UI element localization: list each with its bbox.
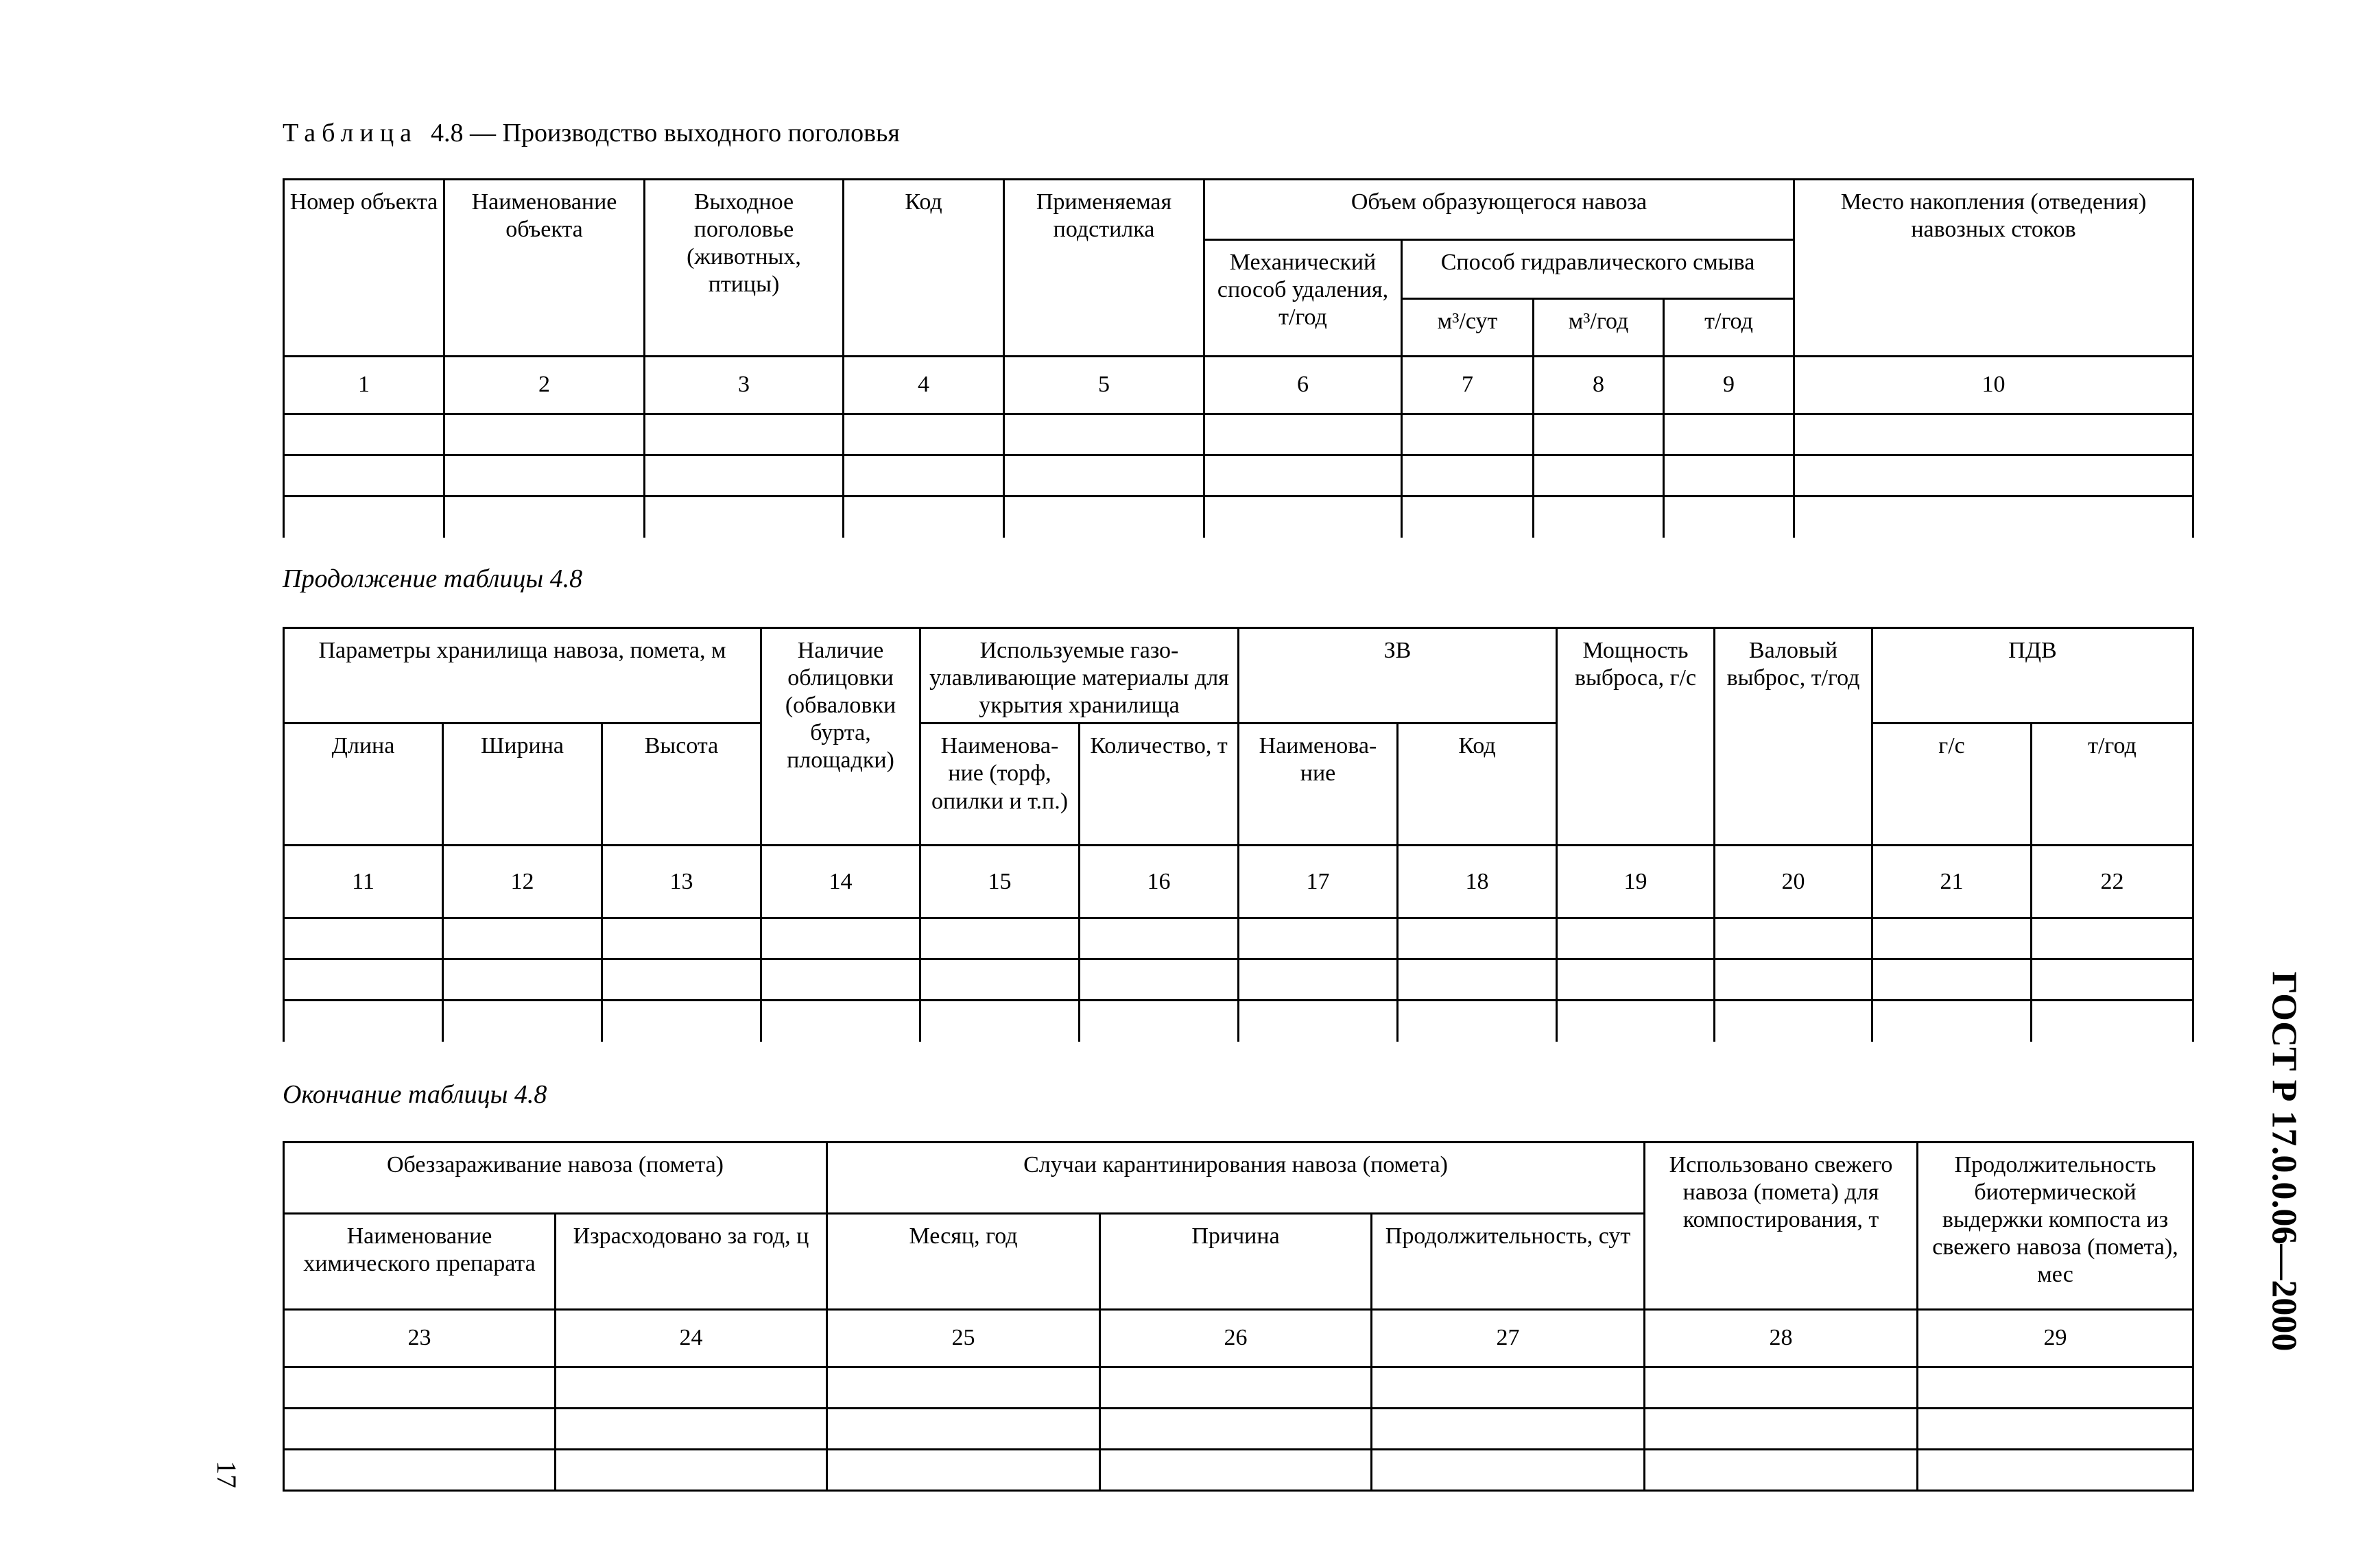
column-number: 2	[444, 357, 645, 414]
header-hydraulic-flush: Способ гидравлического смыва	[1402, 240, 1794, 299]
column-number: 11	[284, 846, 443, 918]
header-quarantine: Случаи карантинирования навоза (помета)	[827, 1143, 1645, 1214]
header-material-name: Наименова-ние (торф, опилки и т.п.)	[920, 723, 1080, 846]
table-row	[284, 1367, 2193, 1409]
header-bedding: Применяемая подстилка	[1004, 180, 1204, 357]
column-number: 12	[443, 846, 602, 918]
header-t-per-year: т/год	[2032, 723, 2193, 846]
caption-title: 4.8 — Производство выходного поголовья	[431, 119, 900, 147]
header-object-number: Номер объекта	[284, 180, 444, 357]
table-continuation	[283, 627, 2194, 1042]
column-number: 20	[1715, 846, 1872, 918]
caption-word: Таблица	[283, 119, 418, 147]
table-row	[284, 1409, 2193, 1450]
header-gross-emission: Валовый выброс, т/год	[1715, 628, 1872, 846]
header-storage-place: Место накопления (отведения) навозных стоков	[1794, 180, 2193, 357]
header-pollutant-code: Код	[1398, 723, 1557, 846]
header-output-livestock: Выходное поголовье (животных, птицы)	[645, 180, 844, 357]
table-row	[284, 1450, 2193, 1491]
column-number: 9	[1664, 357, 1794, 414]
column-number: 4	[844, 357, 1004, 414]
header-pollutant-name: Наименова-ние	[1239, 723, 1398, 846]
column-number: 23	[284, 1310, 556, 1367]
header-mechanical-removal: Механический способ удаления, т/год	[1204, 240, 1402, 357]
column-number: 14	[761, 846, 920, 918]
header-emission-power: Мощность выброса, г/с	[1557, 628, 1715, 846]
column-number: 19	[1557, 846, 1715, 918]
header-gas-materials: Используемые газо-улавливающие материалы для укрытия хранилища	[920, 628, 1239, 723]
header-storage-params: Параметры хранилища навоза, помета, м	[284, 628, 761, 723]
column-number: 17	[1239, 846, 1398, 918]
column-number: 21	[1872, 846, 2032, 918]
page-number: 17	[211, 1461, 242, 1488]
header-biothermal-duration: Продолжительность биотермической выдержки компоста из свежего навоза (помета), мес	[1918, 1143, 2193, 1310]
header-object-name: Наименование объекта	[444, 180, 645, 357]
header-lining: Наличие облицовки (обваловки бурта, площадки)	[761, 628, 920, 846]
header-code: Код	[844, 180, 1004, 357]
column-number: 5	[1004, 357, 1204, 414]
header-fresh-manure-used: Использовано свежего навоза (помета) для компостирования, т	[1645, 1143, 1918, 1310]
table-row	[284, 918, 2193, 959]
column-number: 13	[602, 846, 761, 918]
header-chemical-name: Наименование химического препарата	[284, 1214, 556, 1310]
column-number: 22	[2032, 846, 2193, 918]
column-number: 24	[556, 1310, 827, 1367]
header-material-quantity: Количество, т	[1080, 723, 1239, 846]
column-number: 3	[645, 357, 844, 414]
header-manure-volume: Объем образующегося навоза	[1204, 180, 1794, 240]
header-disinfection: Обеззараживание навоза (помета)	[284, 1143, 827, 1214]
table-row	[284, 959, 2193, 1001]
column-number: 28	[1645, 1310, 1918, 1367]
header-reason: Причина	[1100, 1214, 1372, 1310]
column-number: 26	[1100, 1310, 1372, 1367]
header-pollutants: ЗВ	[1239, 628, 1557, 723]
column-number: 16	[1080, 846, 1239, 918]
table-row	[284, 497, 2193, 538]
column-number: 27	[1372, 1310, 1645, 1367]
column-number: 25	[827, 1310, 1100, 1367]
column-number: 18	[1398, 846, 1557, 918]
table-row	[284, 1001, 2193, 1042]
column-number: 1	[284, 357, 444, 414]
table-ending	[283, 1141, 2194, 1492]
header-m3-per-year: м³/год	[1534, 299, 1664, 357]
header-length: Длина	[284, 723, 443, 846]
header-height: Высота	[602, 723, 761, 846]
column-number: 10	[1794, 357, 2193, 414]
ending-caption: Окончание таблицы 4.8	[283, 1080, 547, 1109]
column-number: 6	[1204, 357, 1402, 414]
column-number: 7	[1402, 357, 1534, 414]
header-width: Ширина	[443, 723, 602, 846]
header-m3-per-day: м³/сут	[1402, 299, 1534, 357]
header-spent-per-year: Израсходовано за год, ц	[556, 1214, 827, 1310]
table-main	[283, 178, 2194, 538]
column-number: 8	[1534, 357, 1664, 414]
table-caption	[283, 118, 900, 148]
table-row	[284, 455, 2193, 497]
header-g-per-s: г/с	[1872, 723, 2032, 846]
header-t-per-year: т/год	[1664, 299, 1794, 357]
table-row	[284, 414, 2193, 455]
continuation-caption: Продолжение таблицы 4.8	[283, 564, 583, 593]
column-number: 29	[1918, 1310, 2193, 1367]
header-duration-days: Продолжительность, сут	[1372, 1214, 1645, 1310]
column-number: 15	[920, 846, 1080, 918]
header-month-year: Месяц, год	[827, 1214, 1100, 1310]
document-code-text: ГОСТ Р 17.0.0.06—2000	[2264, 971, 2304, 1352]
header-pdv: ПДВ	[1872, 628, 2193, 723]
